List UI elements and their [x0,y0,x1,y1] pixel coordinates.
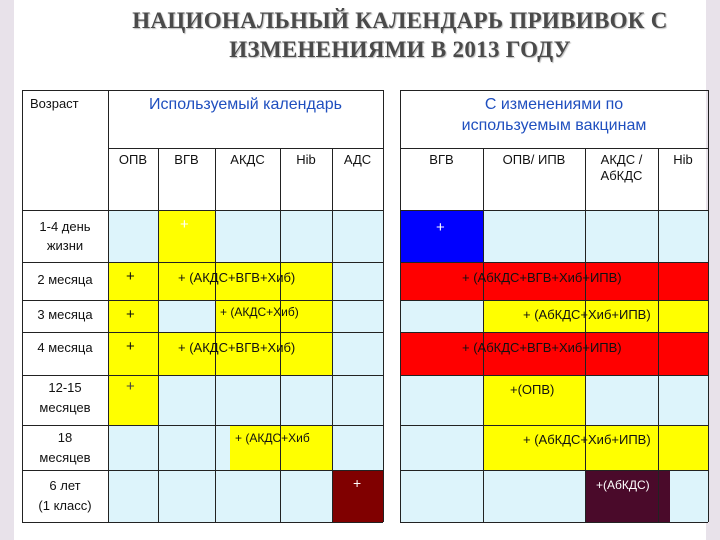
grid-line [400,522,708,523]
cell-akds-hib-r6: + (АКДС+Хиб [235,431,310,445]
cell-akds-vgv-hib-r2: + (АКДС+ВГВ+Хиб) [178,270,296,285]
used-calendar-header: Используемый календарь [149,96,342,113]
grid-line [215,148,216,522]
row-label-6-years-line-1: 6 лет [49,478,81,493]
grid-line [708,90,709,522]
grid-line [400,90,708,91]
cell-plus-ads-r7: + [353,475,362,491]
col-new-hib: Hib [673,152,693,167]
row-label-18-line-1: 18 [57,430,73,445]
grid-line [280,148,281,522]
grid-line [22,210,383,211]
grid-line [585,148,586,522]
left-decor-strip [0,0,14,540]
col-hib: Hib [296,152,316,167]
cell-abkds-r7: +(АбКДС) [596,478,650,492]
right-r1-vgv-fill [400,210,483,262]
row-label-3-months: 3 месяца [37,307,93,322]
row-label-12-15-line-2: месяцев [39,400,91,415]
grid-line [400,375,708,376]
grid-line [400,262,708,263]
row-label-12-15-line-1: 12-15 [48,380,82,395]
grid-line [400,210,708,211]
row-label-4-months: 4 месяца [37,340,93,355]
col-new-akds-line-2: АбКДС [600,168,643,183]
cell-plus-opv-r4: + [126,338,135,355]
grid-line [483,148,484,522]
grid-line [400,425,708,426]
cell-abkds-vgv-hib-ipv-r4: + (АбКДС+ВГВ+Хиб+ИПВ) [462,340,622,355]
grid-line [400,300,708,301]
cell-plus-opv-r3: + [126,306,135,323]
grid-line [400,470,708,471]
row-label-6-years-line-2: (1 класс) [38,498,92,513]
grid-line [658,148,659,522]
grid-line [400,148,708,149]
grid-line [383,90,384,522]
cell-opv-r5: +(ОПВ) [510,382,555,397]
col-new-akds-line-1: АКДС / [600,152,643,167]
cell-plus-opv-r5: + [126,378,135,395]
cell-abkds-hib-ipv-r3: + (АбКДС+Хиб+ИПВ) [523,307,651,322]
grid-line [22,425,383,426]
cell-plus-new-vgv-r1: + [436,219,445,236]
changes-header-line-2: используемым вакцинам [461,117,647,134]
grid-line [108,148,383,149]
row-label-1-4-days-line-2: жизни [46,238,84,253]
row-label-1-4-days-line-1: 1-4 день [39,219,91,234]
grid-line [22,262,383,263]
cell-akds-vgv-hib-r4: + (АКДС+ВГВ+Хиб) [178,340,296,355]
cell-plus-opv-r2: + [126,268,135,285]
col-opv: ОПВ [118,152,148,167]
col-vgv: ВГВ [174,152,199,167]
col-new-vgv: ВГВ [429,152,454,167]
changes-header-line-1: С изменениями по [484,96,624,113]
cell-abkds-vgv-hib-ipv-r2: + (АбКДС+ВГВ+Хиб+ИПВ) [462,270,622,285]
cell-abkds-hib-ipv-r6: + (АбКДС+Хиб+ИПВ) [523,432,651,447]
grid-line [158,148,159,522]
grid-line [332,148,333,522]
grid-line [22,522,383,523]
col-new-opv-ipv: ОПВ/ ИПВ [502,152,566,167]
page-title [120,6,680,64]
grid-line [22,300,383,301]
grid-line [400,332,708,333]
grid-line [22,90,383,91]
row-label-2-months: 2 месяца [37,272,93,287]
grid-line [22,470,383,471]
title-line-2: ИЗМЕНЕНИЯМИ В 2013 ГОДУ [229,37,571,62]
age-header: Возраст [30,96,79,111]
cell-akds-hib-r3: + (АКДС+Хиб) [220,305,299,319]
grid-line [22,332,383,333]
col-akds: АКДС [230,152,265,167]
cell-plus-vgv-r1: + [180,216,189,233]
row-label-18-line-2: месяцев [39,450,91,465]
col-ads: АДС [343,152,372,167]
grid-line [22,375,383,376]
title-line-1: НАЦИОНАЛЬНЫЙ КАЛЕНДАРЬ ПРИВИВОК С [132,8,668,33]
